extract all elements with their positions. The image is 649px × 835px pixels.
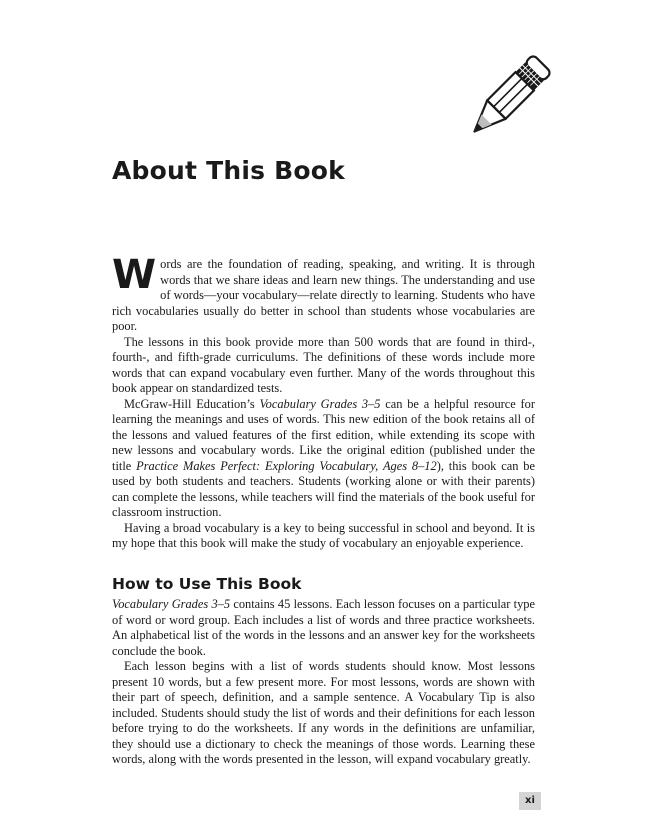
intro-paragraph-3-part-b: can be a helpful resource for learning the meanings and uses of words. This new edition of the book retains all of the lessons and valued features of the first edition, while extending its scope with new lessons and vocabulary words. Like the original edition (published under the title bbox=[112, 396, 536, 473]
how-to-paragraph-1 bbox=[112, 597, 535, 659]
intro-paragraph-3-part-a: McGraw-Hill Education’s bbox=[124, 396, 260, 411]
intro-paragraph-1-text: ords are the foundation of reading, speaking, and writing. It is through words that we share ideas and learn new things. The understanding and use of words—your vocabulary—relate directly to learning. Students who have rich vocabularies usually do better in school than students whose vocabularies are poor. bbox=[112, 257, 535, 333]
how-to-text bbox=[112, 597, 535, 768]
pencil-icon bbox=[455, 52, 555, 147]
how-to-paragraph-2: Each lesson begins with a list of words students should know. Most lessons present 10 words, but a few present more. For most lessons, words are shown with their part of speech, definition, and a sample sentence. A Vocabulary Tip is also included. Students should study the list of words and their definitions for each lesson before trying to do the worksheets. If any words in the definitions are unfamiliar, they should use a dictionary to check the meanings of those words. Learning these words, along with the words presented in the lesson, will expand vocabulary greatly. bbox=[112, 659, 535, 766]
intro-text bbox=[112, 252, 536, 552]
intro-paragraph-4: Having a broad vocabulary is a key to being successful in school and beyond. It is my hope that this book will make the study of vocabulary an enjoyable experience. bbox=[112, 520, 535, 550]
intro-paragraph-3 bbox=[112, 397, 535, 521]
section-heading: How to Use This Book bbox=[112, 575, 302, 593]
intro-paragraph-2: The lessons in this book provide more than 500 words that are found in third-, fourth-, and fifth-grade curriculums. The definitions of these words include more words that can expand vocabulary even further. Many of the words throughout this book appear on standardized tests. bbox=[112, 334, 535, 395]
original-title-reference: Practice Makes Perfect: Exploring Vocabulary, Ages 8–12 bbox=[136, 458, 437, 473]
drop-cap: W bbox=[112, 252, 157, 298]
how-to-paragraph-1-text: contains 45 lessons. Each lesson focuses on a particular type of word or word group. Each includes a list of words and three practice worksheets. An alphabetical list of the words in the lessons and an answer key for the worksheets conclude the book. bbox=[112, 597, 535, 658]
intro-paragraph-3-part-c: ), this book can be used by both students and teachers. Students (working alone or with their parents) can complete the lessons, while teachers will find the materials of the book useful for classroom instruction. bbox=[112, 458, 535, 519]
book-title-reference: Vocabulary Grades 3–5 bbox=[259, 396, 381, 411]
book-title-reference: Vocabulary Grades 3–5 bbox=[112, 597, 231, 611]
page-number: xi bbox=[519, 792, 541, 810]
page-title: About This Book bbox=[112, 156, 345, 185]
intro-paragraph-1 bbox=[112, 252, 535, 335]
